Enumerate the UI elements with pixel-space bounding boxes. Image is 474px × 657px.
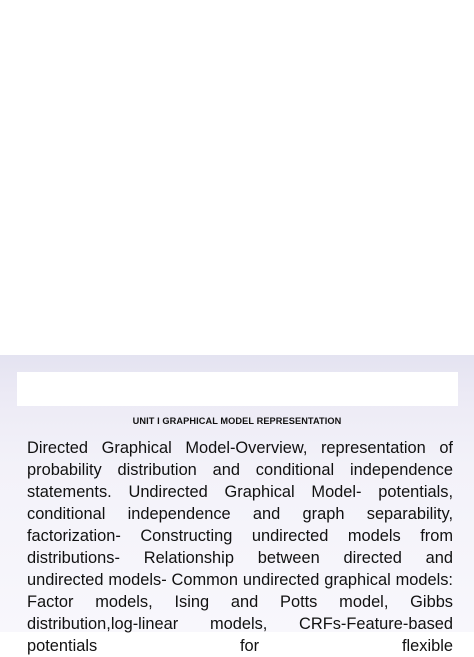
syllabus-body-text: Directed Graphical Model-Overview, representation of probability distribution and conditional independence statements. Undirected Graphical Model- potentials, conditional independence and graph separability, factorization- Constructing undirected models from distributions- Relationship between directed and undirected models- Common undirected graphical models: Factor models, Ising and Potts model, Gibbs distribution,log-linear models, CRFs-Feature-based potentials for flexible — [27, 439, 453, 655]
slide-title-box — [17, 372, 458, 406]
slide-panel — [0, 355, 474, 655]
unit-heading: UNIT I GRAPHICAL MODEL REPRESENTATION — [132, 416, 342, 426]
